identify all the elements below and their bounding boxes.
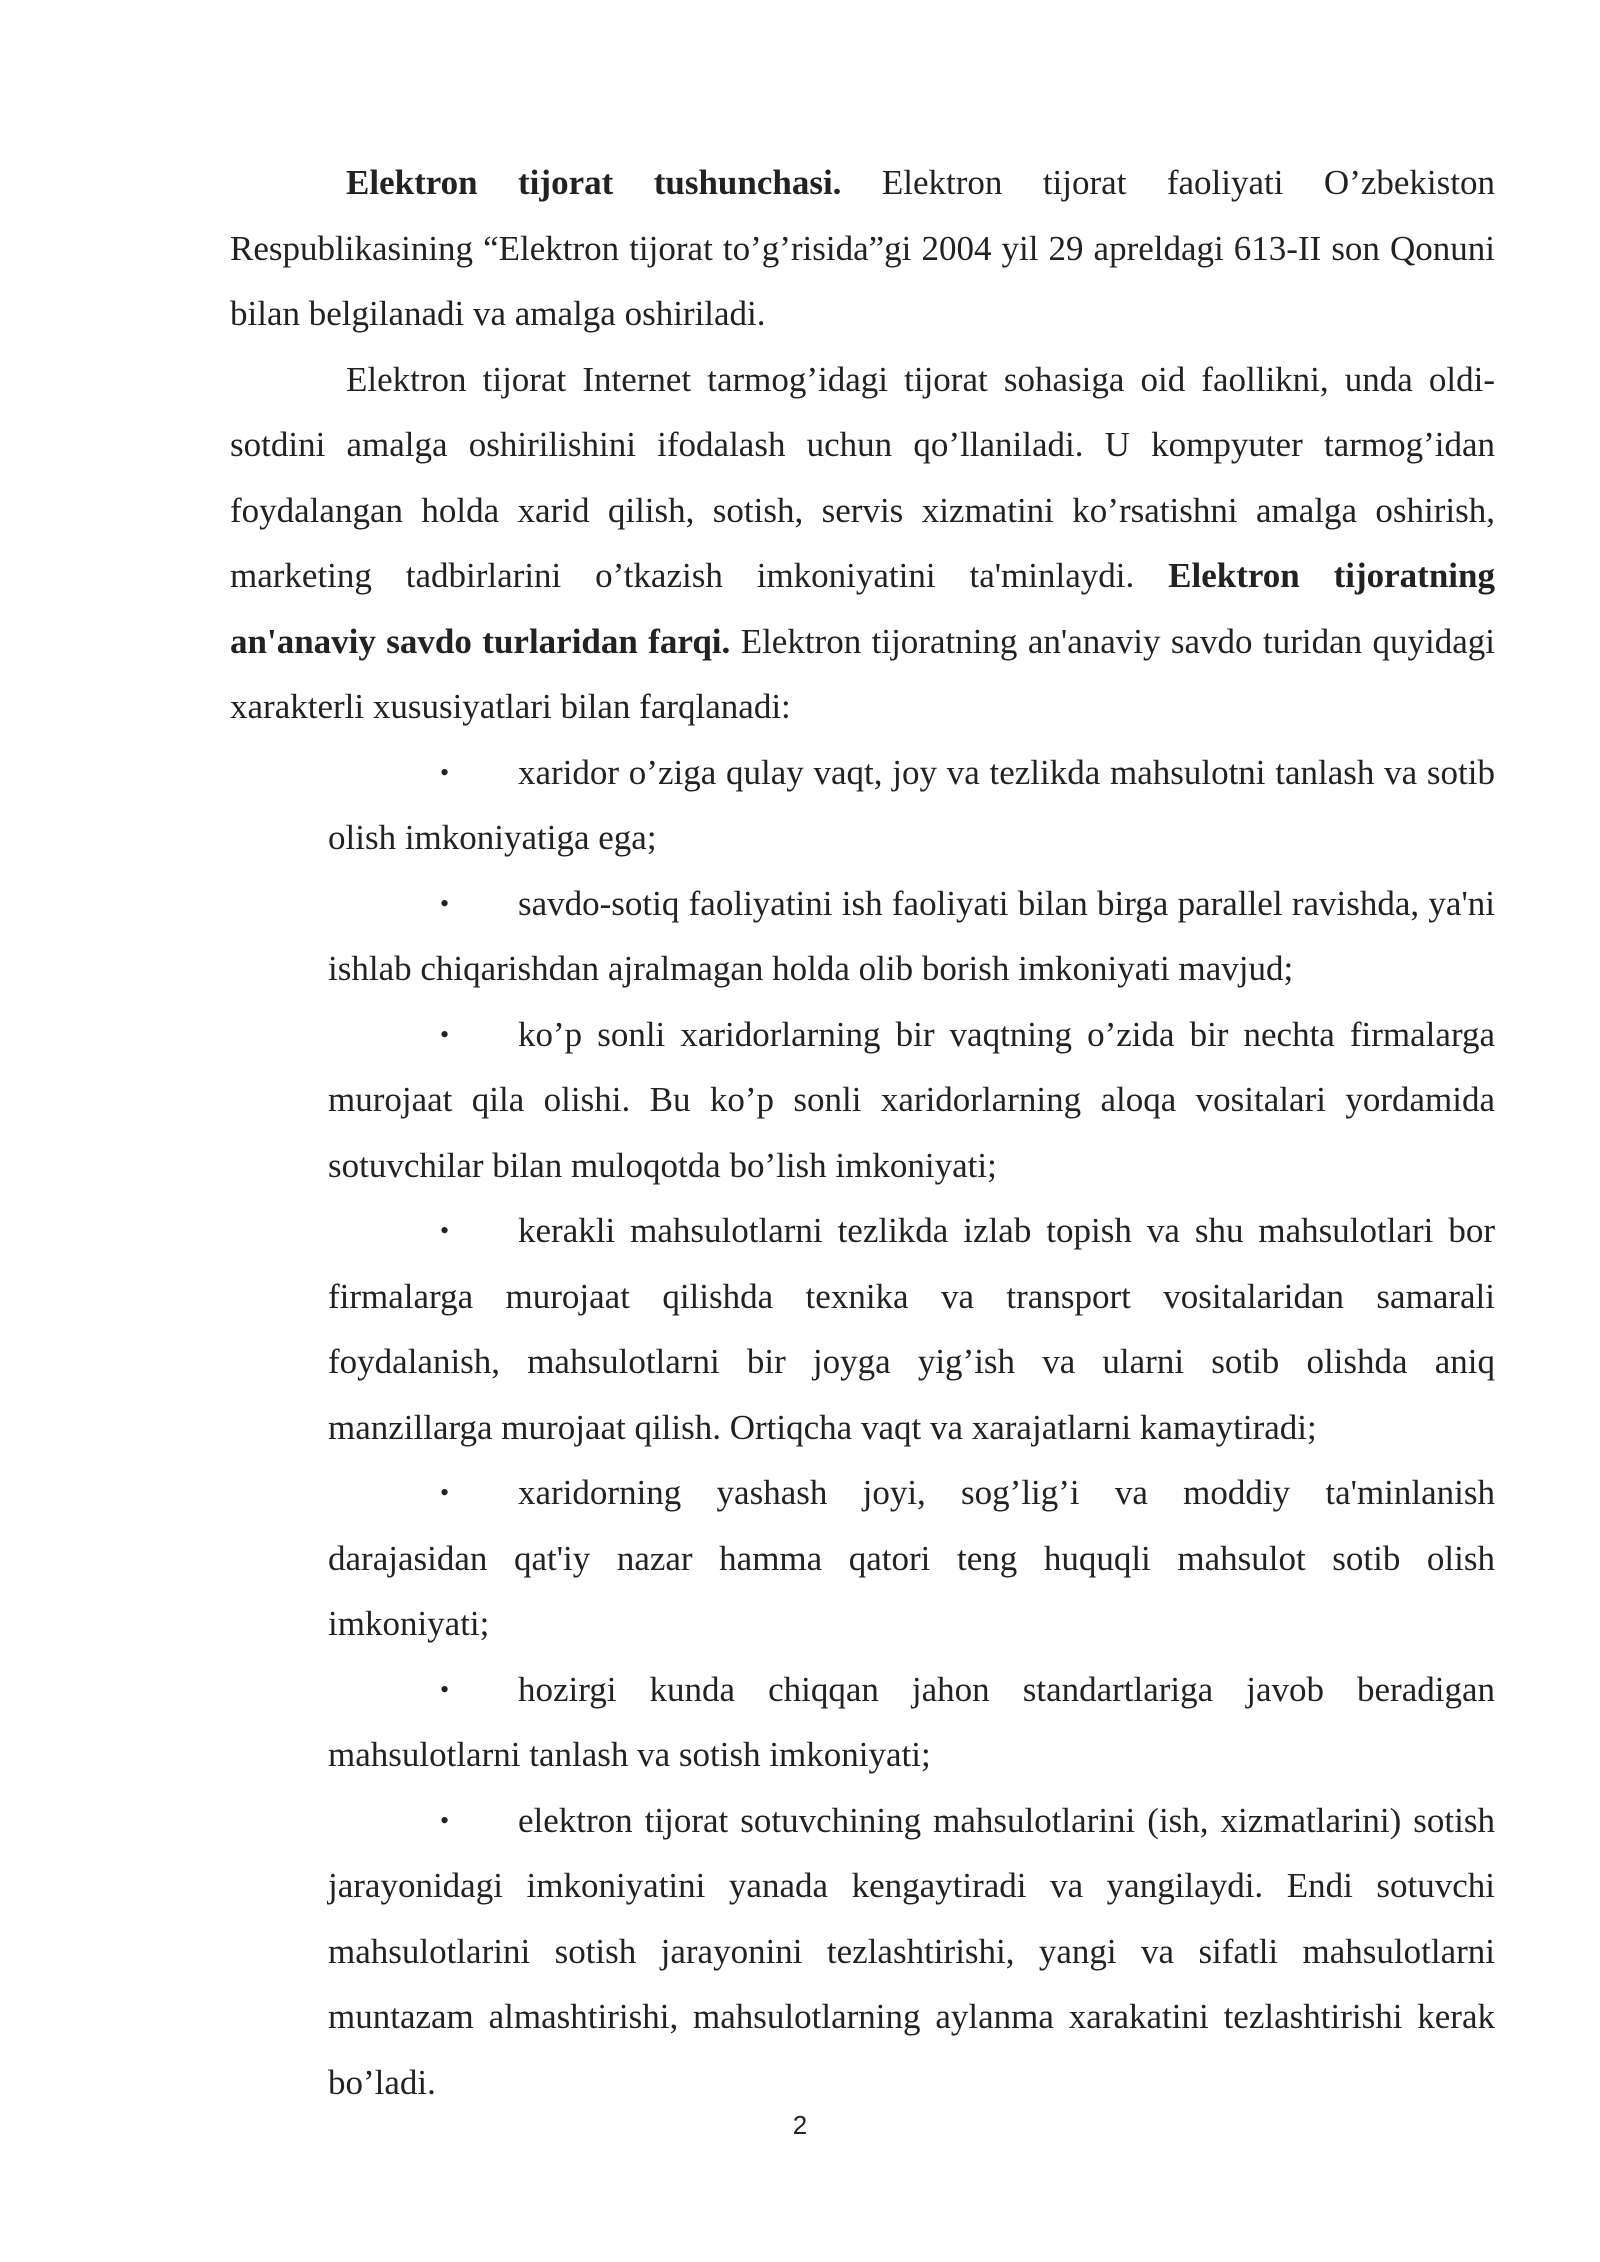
bullet-icon: • <box>440 1674 450 1704</box>
list-item-text: elektron tijorat sotuvchining mahsulotlarini (ish, xizmatlarini) sotish jarayonidagi imkoniyatini yanada kengaytiradi va yangilaydi. Endi sotuvchi mahsulotlarini sotish jarayonini tezlashtirishi, yangi va sifatli mahsulotlarni muntazam almashtirishi, mahsulotlarning aylanma xarakatini tezlashtirishi kerak bo’ladi. <box>328 1800 1495 2102</box>
list-item-text: savdo-sotiq faoliyatini ish faoliyati bilan birga parallel ravishda, ya'ni ishlab chiqarishdan ajralmagan holda olib borish imkoniyati mavjud; <box>328 883 1495 988</box>
heading-difference: Elektron tijoratning an'anaviy savdo turlaridan farqi. <box>230 556 1495 661</box>
list-item-text: xaridorning yashash joyi, sog’lig’i va moddiy ta'minlanish darajasidan qat'iy nazar hamma qatori teng huquqli mahsulot sotib olish imkoniyati; <box>328 1473 1495 1643</box>
features-list <box>230 740 1495 2116</box>
list-item <box>328 1788 1495 2116</box>
bullet-icon: • <box>440 1019 450 1049</box>
list-item <box>328 1460 1495 1657</box>
bullet-icon: • <box>440 888 450 918</box>
list-item <box>328 1002 1495 1199</box>
list-item-text: kerakli mahsulotlarni tezlikda izlab topish va shu mahsulotlari bor firmalarga murojaat qilishda texnika va transport vositalaridan samarali foydalanish, mahsulotlarni bir joyga yig’ish va ularni sotib olishda aniq manzillarga murojaat qilish. Ortiqcha vaqt va xarajatlarni kamaytiradi; <box>328 1211 1495 1447</box>
heading-definition: Elektron tijorat tushunchasi. <box>346 163 842 202</box>
document-body <box>230 150 1495 2115</box>
list-item <box>328 1198 1495 1460</box>
bullet-icon: • <box>440 1478 450 1507</box>
list-item <box>328 740 1495 871</box>
page-number: 2 <box>792 2110 808 2140</box>
paragraph-usage-text: Elektron tijorat Internet tarmog’idagi tijorat sohasiga oid faollikni, unda oldi-sotdini amalga oshirilishini ifodalash uchun qo’llaniladi. U kompyuter tarmog’idan foydalangan holda xarid qilish, sotish, servis xizmatini ko’rsatishni amalga oshirish, marketing tadbirlarini o’tkazish imkoniyatini ta'minlaydi. <box>230 359 1495 595</box>
list-item-text: xaridor o’ziga qulay vaqt, joy va tezlikda mahsulotni tanlash va sotib olish imkoniyatiga ega; <box>328 752 1495 857</box>
list-item <box>328 1657 1495 1788</box>
bullet-icon: • <box>440 1216 450 1245</box>
list-item-text: hozirgi kunda chiqqan jahon standartlariga javob beradigan mahsulotlarni tanlash va sotish imkoniyati; <box>328 1669 1495 1774</box>
paragraph-definition-text: Elektron tijorat faoliyati O’zbekiston Respublikasining “Elektron tijorat to’g’risida”gi 2004 yil 29 apreldagi 613-II son Qonuni bilan belgilanadi va amalga oshiriladi. <box>230 163 1495 333</box>
bullet-icon: • <box>440 1805 450 1835</box>
paragraph-usage <box>230 347 1495 740</box>
bullet-icon: • <box>440 757 450 787</box>
paragraph-definition <box>230 150 1495 347</box>
list-item-text: ko’p sonli xaridorlarning bir vaqtning o’zida bir nechta firmalarga murojaat qila olishi. Bu ko’p sonli xaridorlarning aloqa vositalari yordamida sotuvchilar bilan muloqotda bo’lish imkoniyati; <box>328 1014 1495 1185</box>
paragraph-difference-text: Elektron tijoratning an'anaviy savdo turidan quyidagi xarakterli xususiyatlari bilan farqlanadi: <box>230 621 1495 726</box>
list-item <box>328 871 1495 1002</box>
